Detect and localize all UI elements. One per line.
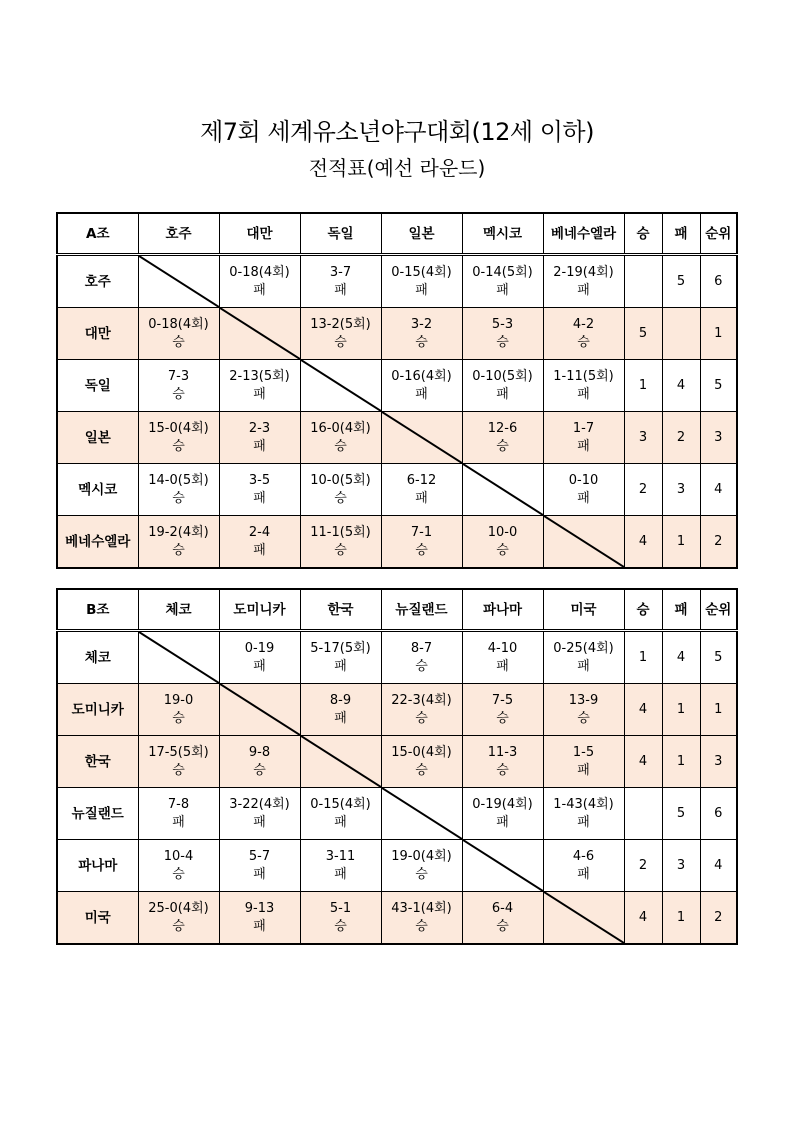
match-score: 0-10	[568, 472, 599, 488]
column-header-team: 호주	[138, 213, 219, 255]
match-outcome: 패	[334, 710, 347, 726]
match-score: 0-18(4회)	[148, 316, 209, 332]
match-outcome: 승	[172, 866, 185, 882]
wins-count	[624, 255, 662, 308]
match-outcome: 승	[334, 438, 347, 454]
diagonal-slash	[463, 840, 543, 891]
match-result-cell	[219, 736, 300, 788]
match-score: 5-17(5회)	[310, 640, 371, 656]
row-team-name: 독일	[57, 360, 138, 412]
match-result-cell	[300, 684, 381, 736]
match-result-cell	[219, 464, 300, 516]
match-result-cell	[219, 516, 300, 569]
match-outcome: 패	[334, 814, 347, 830]
group-b-results-table	[56, 588, 738, 945]
match-outcome: 승	[172, 334, 185, 350]
match-outcome: 패	[496, 814, 509, 830]
match-score: 0-18(4회)	[229, 264, 290, 280]
losses-count: 1	[662, 736, 700, 788]
match-score: 19-0	[163, 692, 194, 708]
match-result-cell	[462, 892, 543, 945]
match-result-cell	[219, 892, 300, 945]
row-team-name: 대만	[57, 308, 138, 360]
column-header-rank: 순위	[700, 589, 737, 631]
match-score: 11-3	[487, 744, 518, 760]
wins-count: 5	[624, 308, 662, 360]
match-result-cell	[462, 308, 543, 360]
diagonal-slash	[139, 256, 219, 307]
match-result-cell	[300, 308, 381, 360]
group-a-results-table	[56, 212, 738, 569]
match-outcome: 패	[577, 762, 590, 778]
match-result-cell	[138, 412, 219, 464]
match-outcome: 패	[577, 282, 590, 298]
match-outcome: 패	[496, 282, 509, 298]
match-outcome: 승	[496, 710, 509, 726]
match-outcome: 패	[253, 438, 266, 454]
wins-count	[624, 788, 662, 840]
table-row	[57, 788, 737, 840]
match-outcome: 패	[415, 282, 428, 298]
match-outcome: 패	[334, 658, 347, 674]
wins-count: 3	[624, 412, 662, 464]
diagonal-slash	[301, 736, 381, 787]
match-score: 4-6	[572, 848, 595, 864]
match-score: 9-13	[244, 900, 275, 916]
match-outcome: 승	[172, 438, 185, 454]
match-result-cell	[300, 412, 381, 464]
match-result-cell	[543, 788, 624, 840]
match-score: 1-7	[572, 420, 595, 436]
self-match-cell	[381, 412, 462, 464]
match-score: 16-0(4회)	[310, 420, 371, 436]
match-result-cell	[300, 516, 381, 569]
rank-value: 2	[700, 892, 737, 945]
group-label: A조	[57, 213, 138, 255]
match-result-cell	[543, 631, 624, 684]
match-score: 3-22(4회)	[229, 796, 290, 812]
match-score: 15-0(4회)	[391, 744, 452, 760]
match-score: 3-5	[248, 472, 271, 488]
rank-value: 4	[700, 464, 737, 516]
match-outcome: 패	[577, 386, 590, 402]
match-result-cell	[543, 464, 624, 516]
match-result-cell	[300, 464, 381, 516]
match-result-cell	[543, 255, 624, 308]
diagonal-slash	[220, 684, 300, 735]
match-result-cell	[462, 255, 543, 308]
match-score: 6-12	[406, 472, 437, 488]
table-row	[57, 308, 737, 360]
match-outcome: 패	[253, 386, 266, 402]
match-score: 11-1(5회)	[310, 524, 371, 540]
match-score: 0-19(4회)	[472, 796, 533, 812]
match-result-cell	[543, 360, 624, 412]
wins-count: 2	[624, 840, 662, 892]
match-result-cell	[462, 516, 543, 569]
self-match-cell	[300, 360, 381, 412]
table-row	[57, 516, 737, 569]
match-outcome: 승	[172, 542, 185, 558]
table-row	[57, 892, 737, 945]
match-score: 0-10(5회)	[472, 368, 533, 384]
match-outcome: 승	[415, 866, 428, 882]
match-result-cell	[462, 736, 543, 788]
match-result-cell	[138, 684, 219, 736]
match-outcome: 승	[415, 334, 428, 350]
column-header-losses: 패	[662, 213, 700, 255]
wins-count: 2	[624, 464, 662, 516]
row-team-name: 파나마	[57, 840, 138, 892]
table-row	[57, 360, 737, 412]
match-result-cell	[381, 840, 462, 892]
match-result-cell	[381, 360, 462, 412]
column-header-team: 한국	[300, 589, 381, 631]
row-team-name: 호주	[57, 255, 138, 308]
match-score: 10-0	[487, 524, 518, 540]
row-team-name: 일본	[57, 412, 138, 464]
rank-value: 5	[700, 631, 737, 684]
diagonal-slash	[301, 360, 381, 411]
match-result-cell	[462, 788, 543, 840]
match-result-cell	[138, 892, 219, 945]
match-score: 0-19	[244, 640, 275, 656]
match-result-cell	[138, 736, 219, 788]
column-header-team: 멕시코	[462, 213, 543, 255]
match-outcome: 승	[415, 710, 428, 726]
table-row	[57, 631, 737, 684]
match-outcome: 패	[577, 438, 590, 454]
match-outcome: 패	[415, 490, 428, 506]
column-header-team: 도미니카	[219, 589, 300, 631]
column-header-team: 파나마	[462, 589, 543, 631]
match-outcome: 승	[496, 762, 509, 778]
page-subtitle: 전적표(예선 라운드)	[308, 156, 486, 180]
match-result-cell	[300, 255, 381, 308]
match-score: 8-7	[410, 640, 433, 656]
page-title: 제7회 세계유소년야구대회(12세 이하)	[200, 118, 594, 146]
self-match-cell	[381, 788, 462, 840]
wins-count: 4	[624, 684, 662, 736]
column-header-team: 독일	[300, 213, 381, 255]
wins-count: 4	[624, 736, 662, 788]
column-header-team: 베네수엘라	[543, 213, 624, 255]
match-result-cell	[219, 360, 300, 412]
match-result-cell	[219, 412, 300, 464]
match-score: 1-11(5회)	[553, 368, 614, 384]
match-outcome: 패	[253, 542, 266, 558]
diagonal-slash	[139, 632, 219, 683]
match-score: 43-1(4회)	[391, 900, 452, 916]
match-result-cell	[138, 788, 219, 840]
match-result-cell	[381, 516, 462, 569]
match-result-cell	[138, 516, 219, 569]
match-result-cell	[381, 308, 462, 360]
losses-count: 5	[662, 788, 700, 840]
losses-count: 4	[662, 631, 700, 684]
match-score: 7-8	[167, 796, 190, 812]
self-match-cell	[219, 308, 300, 360]
match-score: 17-5(5회)	[148, 744, 209, 760]
match-score: 2-3	[248, 420, 271, 436]
column-header-team: 일본	[381, 213, 462, 255]
match-score: 19-2(4회)	[148, 524, 209, 540]
match-result-cell	[462, 631, 543, 684]
losses-count: 3	[662, 840, 700, 892]
match-score: 1-43(4회)	[553, 796, 614, 812]
match-result-cell	[138, 464, 219, 516]
group-label: B조	[57, 589, 138, 631]
match-result-cell	[300, 892, 381, 945]
match-score: 2-13(5회)	[229, 368, 290, 384]
match-score: 1-5	[572, 744, 595, 760]
match-result-cell	[381, 892, 462, 945]
match-result-cell	[381, 255, 462, 308]
row-team-name: 한국	[57, 736, 138, 788]
table-row	[57, 255, 737, 308]
wins-count: 1	[624, 360, 662, 412]
match-score: 4-10	[487, 640, 518, 656]
losses-count: 3	[662, 464, 700, 516]
row-team-name: 미국	[57, 892, 138, 945]
match-outcome: 승	[415, 762, 428, 778]
match-outcome: 승	[496, 542, 509, 558]
match-score: 6-4	[491, 900, 514, 916]
match-outcome: 패	[577, 490, 590, 506]
rank-value: 1	[700, 684, 737, 736]
match-outcome: 승	[577, 710, 590, 726]
match-outcome: 패	[253, 658, 266, 674]
match-outcome: 패	[253, 814, 266, 830]
match-outcome: 승	[334, 490, 347, 506]
match-score: 3-11	[325, 848, 356, 864]
losses-count: 4	[662, 360, 700, 412]
match-score: 5-1	[329, 900, 352, 916]
rank-value: 4	[700, 840, 737, 892]
match-result-cell	[462, 360, 543, 412]
table-row	[57, 736, 737, 788]
losses-count: 2	[662, 412, 700, 464]
match-score: 19-0(4회)	[391, 848, 452, 864]
match-outcome: 패	[577, 866, 590, 882]
rank-value: 3	[700, 736, 737, 788]
header-row	[57, 213, 737, 255]
match-result-cell	[381, 631, 462, 684]
match-outcome: 패	[577, 814, 590, 830]
match-outcome: 승	[496, 918, 509, 934]
rank-value: 2	[700, 516, 737, 569]
row-team-name: 체코	[57, 631, 138, 684]
losses-count: 1	[662, 892, 700, 945]
match-score: 0-25(4회)	[553, 640, 614, 656]
rank-value: 6	[700, 255, 737, 308]
match-result-cell	[138, 840, 219, 892]
match-result-cell	[543, 684, 624, 736]
match-result-cell	[543, 412, 624, 464]
match-score: 2-4	[248, 524, 271, 540]
match-outcome: 패	[577, 658, 590, 674]
diagonal-slash	[382, 788, 462, 839]
diagonal-slash	[463, 464, 543, 515]
diagonal-slash	[544, 516, 624, 567]
header-row	[57, 589, 737, 631]
self-match-cell	[462, 840, 543, 892]
column-header-team: 대만	[219, 213, 300, 255]
match-score: 3-7	[329, 264, 352, 280]
match-outcome: 패	[253, 282, 266, 298]
match-score: 4-2	[572, 316, 595, 332]
losses-count	[662, 308, 700, 360]
self-match-cell	[462, 464, 543, 516]
match-result-cell	[219, 631, 300, 684]
column-header-team: 미국	[543, 589, 624, 631]
match-score: 7-3	[167, 368, 190, 384]
match-outcome: 승	[253, 762, 266, 778]
self-match-cell	[219, 684, 300, 736]
match-result-cell	[381, 464, 462, 516]
match-outcome: 승	[496, 334, 509, 350]
match-result-cell	[381, 684, 462, 736]
wins-count: 4	[624, 516, 662, 569]
match-score: 0-14(5회)	[472, 264, 533, 280]
match-result-cell	[219, 255, 300, 308]
table-row	[57, 412, 737, 464]
row-team-name: 뉴질랜드	[57, 788, 138, 840]
column-header-team: 체코	[138, 589, 219, 631]
diagonal-slash	[544, 892, 624, 943]
match-result-cell	[300, 788, 381, 840]
match-score: 0-16(4회)	[391, 368, 452, 384]
column-header-wins: 승	[624, 589, 662, 631]
match-score: 13-2(5회)	[310, 316, 371, 332]
match-score: 7-5	[491, 692, 514, 708]
match-result-cell	[138, 360, 219, 412]
match-score: 10-0(5회)	[310, 472, 371, 488]
match-result-cell	[462, 684, 543, 736]
table-row	[57, 464, 737, 516]
column-header-team: 뉴질랜드	[381, 589, 462, 631]
column-header-losses: 패	[662, 589, 700, 631]
row-team-name: 도미니카	[57, 684, 138, 736]
self-match-cell	[300, 736, 381, 788]
match-score: 3-2	[410, 316, 433, 332]
row-team-name: 멕시코	[57, 464, 138, 516]
match-score: 5-3	[491, 316, 514, 332]
rank-value: 6	[700, 788, 737, 840]
match-outcome: 승	[496, 438, 509, 454]
match-outcome: 승	[415, 658, 428, 674]
match-score: 13-9	[568, 692, 599, 708]
losses-count: 1	[662, 516, 700, 569]
match-result-cell	[219, 788, 300, 840]
match-score: 7-1	[410, 524, 433, 540]
match-outcome: 승	[172, 490, 185, 506]
match-outcome: 승	[415, 542, 428, 558]
match-score: 15-0(4회)	[148, 420, 209, 436]
rank-value: 1	[700, 308, 737, 360]
table-row	[57, 684, 737, 736]
match-outcome: 승	[172, 918, 185, 934]
losses-count: 5	[662, 255, 700, 308]
match-score: 9-8	[248, 744, 271, 760]
diagonal-slash	[220, 308, 300, 359]
match-score: 2-19(4회)	[553, 264, 614, 280]
match-score: 5-7	[248, 848, 271, 864]
match-outcome: 승	[172, 710, 185, 726]
match-outcome: 패	[496, 386, 509, 402]
losses-count: 1	[662, 684, 700, 736]
self-match-cell	[138, 631, 219, 684]
match-outcome: 패	[496, 658, 509, 674]
match-result-cell	[543, 308, 624, 360]
match-result-cell	[381, 736, 462, 788]
table-row	[57, 840, 737, 892]
match-outcome: 패	[172, 814, 185, 830]
match-score: 10-4	[163, 848, 194, 864]
row-team-name: 베네수엘라	[57, 516, 138, 569]
self-match-cell	[138, 255, 219, 308]
match-outcome: 승	[334, 334, 347, 350]
match-score: 0-15(4회)	[391, 264, 452, 280]
match-outcome: 패	[253, 918, 266, 934]
self-match-cell	[543, 892, 624, 945]
match-score: 12-6	[487, 420, 518, 436]
column-header-wins: 승	[624, 213, 662, 255]
column-header-rank: 순위	[700, 213, 737, 255]
match-outcome: 승	[172, 762, 185, 778]
self-match-cell	[543, 516, 624, 569]
match-outcome: 패	[253, 490, 266, 506]
match-score: 14-0(5회)	[148, 472, 209, 488]
match-outcome: 패	[415, 386, 428, 402]
rank-value: 5	[700, 360, 737, 412]
match-result-cell	[138, 308, 219, 360]
match-outcome: 패	[334, 866, 347, 882]
match-outcome: 승	[577, 334, 590, 350]
match-outcome: 승	[172, 386, 185, 402]
match-result-cell	[543, 736, 624, 788]
rank-value: 3	[700, 412, 737, 464]
match-result-cell	[300, 631, 381, 684]
match-result-cell	[543, 840, 624, 892]
match-score: 0-15(4회)	[310, 796, 371, 812]
match-score: 8-9	[329, 692, 352, 708]
match-result-cell	[462, 412, 543, 464]
match-score: 22-3(4회)	[391, 692, 452, 708]
wins-count: 1	[624, 631, 662, 684]
match-outcome: 승	[334, 542, 347, 558]
match-outcome: 승	[415, 918, 428, 934]
diagonal-slash	[382, 412, 462, 463]
match-outcome: 패	[253, 866, 266, 882]
match-score: 25-0(4회)	[148, 900, 209, 916]
wins-count: 4	[624, 892, 662, 945]
match-outcome: 승	[334, 918, 347, 934]
match-outcome: 패	[334, 282, 347, 298]
match-result-cell	[300, 840, 381, 892]
match-result-cell	[219, 840, 300, 892]
